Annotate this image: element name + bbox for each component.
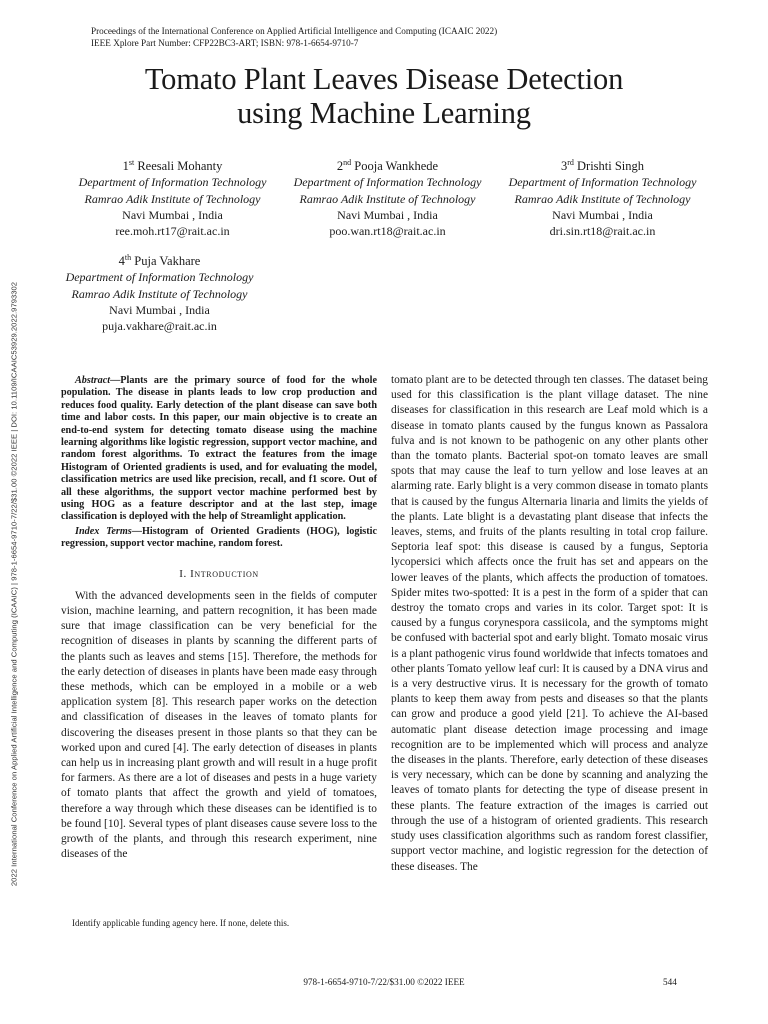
page-number: 544 bbox=[663, 977, 677, 987]
conference-line-2: IEEE Xplore Part Number: CFP22BC3-ART; ISBN: 978-1-6654-9710-7 bbox=[91, 37, 359, 48]
author-department: Department of Information Technology bbox=[65, 270, 254, 285]
author-name: 4th Puja Vakhare bbox=[118, 253, 201, 269]
author-email: poo.wan.rt18@rait.ac.in bbox=[329, 223, 446, 238]
section-heading-introduction: I. Introduction bbox=[179, 567, 259, 580]
author-department: Department of Information Technology bbox=[293, 175, 482, 190]
footer-copyright: 978-1-6654-9710-7/22/$31.00 ©2022 IEEE bbox=[303, 977, 465, 987]
funding-footnote: Identify applicable funding agency here. If none, delete this. bbox=[72, 918, 290, 928]
intro-paragraph-right: tomato plant are to be detected through ten classes. The dataset being used for this classification is the plant village dataset. The nine diseases for classification in this research are Leaf mold which is a disease in tomato plants caused by the fungus known as Passalora fulva and is not known to be pathogenic on any other plants other than the tomato plants. Bacterial spot-on tomato leaves are small spots that may cause the leaf to turn yellow and lose leaves at an alarming rate. Early blight is a very common disease in tomato plants that is caused by the fungus Alternaria linaria and limits the yields of the plants. Late blight is a devastating plant disease that infects the leaves, stems, and fruits of the plants resulting in total crop failure. Septoria leaf spot: this disease is caused by a fungus, Septoria lycopersici which affects once the fruit has set and appears on the lower leaves of the plants, which affects the production of tomatoes. Spider mites two-spotted: It is a pest in the form of a spider that can destroy the tomato crops and varies in its color. Target spot: It is caused by a fungus corynespora cassiicola, and the symptoms might be confused with bacterial spot and early blight. Tomato mosaic virus is a plant pathogenic virus found worldwide that infects tomatoes and other plants Tomato yellow leaf curl: It is caused by a DNA virus and is a very destructive virus. It is necessary for the growth of tomato plants to keep them away from pests and diseases so that the plants can grow and produce a good yield [21]. To achieve the AI-based automatic plant disease detection image processing and image recognition are to be implemented which will process and analyze the diseases in the plants. Therefore, early detection of these diseases is very necessary, which can be done by scanning and analyzing the leaves of tomato plants for detecting the type of disease present in these plants. The feature extraction of the images is carried out through the use of a histogram of oriented gradients. This research study uses classification algorithms such as random forest classifier, support vector machine, and logistic regression for the detection of these diseases. The bbox=[391, 374, 708, 873]
right-column bbox=[391, 373, 708, 875]
intro-paragraph-left: With the advanced developments seen in the fields of computer vision, machine learning, and pattern recognition, it has been made sure that image classification can be very beneficial for the recognition of diseases in plants by scanning the different parts of the plants such as leaves and stems [15]. Therefore, the methods for the early detection of diseases in plants have been made easy through these methods, which can be employed in a mobile or a web application system [8]. This research paper works on the detection and classification of diseases in the leaves of tomato plants for discovering the diseases present in those plants so that they can be worked upon and cured [4]. The early detection of diseases in plants can help us in increasing plant growth and will result in a huge profit for farmers. As there are a lot of diseases and pests in a huge variety of tomato plants that affect the growth and yield of tomatoes, therefore a way through which these diseases can be identified is to be found [10]. Several types of plant diseases cause severe loss to the growth of the plants, and through this research experiment, nine diseases of the bbox=[61, 589, 377, 861]
abstract-text: Plants are the primary source of food for the whole population. The disease in plants leads to low crop production and reduces food quality. Early detection of the plant disease can save both time and labor costs. In this paper, our main objective is to create an end-to-end system for detecting tomato disease using the machine learning algorithms like logistic regression, support vector machine, and random forest algorithms. To extract the features from the image Histogram of Oriented gradients is used, and for evaluating the model, classification metrics are used like precision, recall, and f1 score. Out of all these algorithms, the support vector machine performed best by using HOG as a feature descriptor and at the last step, image classification is deployed with the help of Streamlight application. bbox=[61, 375, 377, 523]
side-doi-text: 2022 International Conference on Applied Artificial Intelligence and Computing (ICAAIC) | 978-1-6654-9710-7/22/$31.00 ©2022 IEEE | DOI: 10.1109/ICAAIC53929.2022.9793302 bbox=[9, 281, 19, 887]
title-line-1: Tomato Plant Leaves Disease Detection bbox=[144, 62, 624, 96]
author-block-3 bbox=[500, 155, 705, 239]
author-block-4 bbox=[57, 250, 262, 334]
conference-header bbox=[91, 26, 497, 49]
side-doi-note bbox=[4, 204, 24, 964]
author-institute: Ramrao Adik Institute of Technology bbox=[514, 191, 691, 206]
author-block-1 bbox=[70, 155, 275, 239]
author-city: Navi Mumbai , India bbox=[109, 302, 210, 317]
index-terms: Index Terms—Histogram of Oriented Gradients (HOG), logistic regression, support vector machine, random forest. bbox=[61, 525, 377, 550]
left-column bbox=[61, 375, 377, 862]
author-name: 1st Reesali Mohanty bbox=[122, 158, 223, 174]
paper-title bbox=[60, 62, 708, 130]
author-block-2 bbox=[285, 155, 490, 239]
author-institute: Ramrao Adik Institute of Technology bbox=[299, 191, 476, 206]
author-email: puja.vakhare@rait.ac.in bbox=[102, 318, 217, 333]
author-email: ree.moh.rt17@rait.ac.in bbox=[115, 223, 230, 238]
author-city: Navi Mumbai , India bbox=[122, 207, 223, 222]
author-institute: Ramrao Adik Institute of Technology bbox=[84, 191, 261, 206]
title-line-2: using Machine Learning bbox=[237, 96, 531, 130]
author-city: Navi Mumbai , India bbox=[552, 207, 653, 222]
author-city: Navi Mumbai , India bbox=[337, 207, 438, 222]
index-terms-text: Histogram of Oriented Gradients (HOG), logistic regression, support vector machine, random forest. bbox=[61, 525, 377, 550]
author-name: 3rd Drishti Singh bbox=[560, 158, 645, 174]
author-department: Department of Information Technology bbox=[508, 175, 697, 190]
author-email: dri.sin.rt18@rait.ac.in bbox=[549, 223, 656, 238]
index-terms-label: Index Terms bbox=[75, 525, 132, 537]
author-institute: Ramrao Adik Institute of Technology bbox=[71, 286, 248, 301]
conference-line-1: Proceedings of the International Conference on Applied Artificial Intelligence and Computing (ICAAIC 2022) bbox=[91, 26, 498, 36]
abstract: Abstract—Plants are the primary source of food for the whole population. The disease in plants leads to low crop production and reduces food quality. Early detection of the plant disease can save both time and labor costs. In this paper, our main objective is to create an end-to-end system for detecting tomato disease using the machine learning algorithms like logistic regression, support vector machine, and random forest algorithms. To extract the features from the image Histogram of Oriented gradients is used, and for evaluating the model, classification metrics are used like precision, recall, and f1 score. Out of all these algorithms, the support vector machine performed best by using HOG as a feature descriptor and at the last step, image classification is deployed with the help of Streamlight application. bbox=[61, 375, 377, 523]
author-name: 2nd Pooja Wankhede bbox=[336, 158, 439, 174]
abstract-label: Abstract bbox=[75, 375, 111, 386]
author-department: Department of Information Technology bbox=[78, 175, 267, 190]
